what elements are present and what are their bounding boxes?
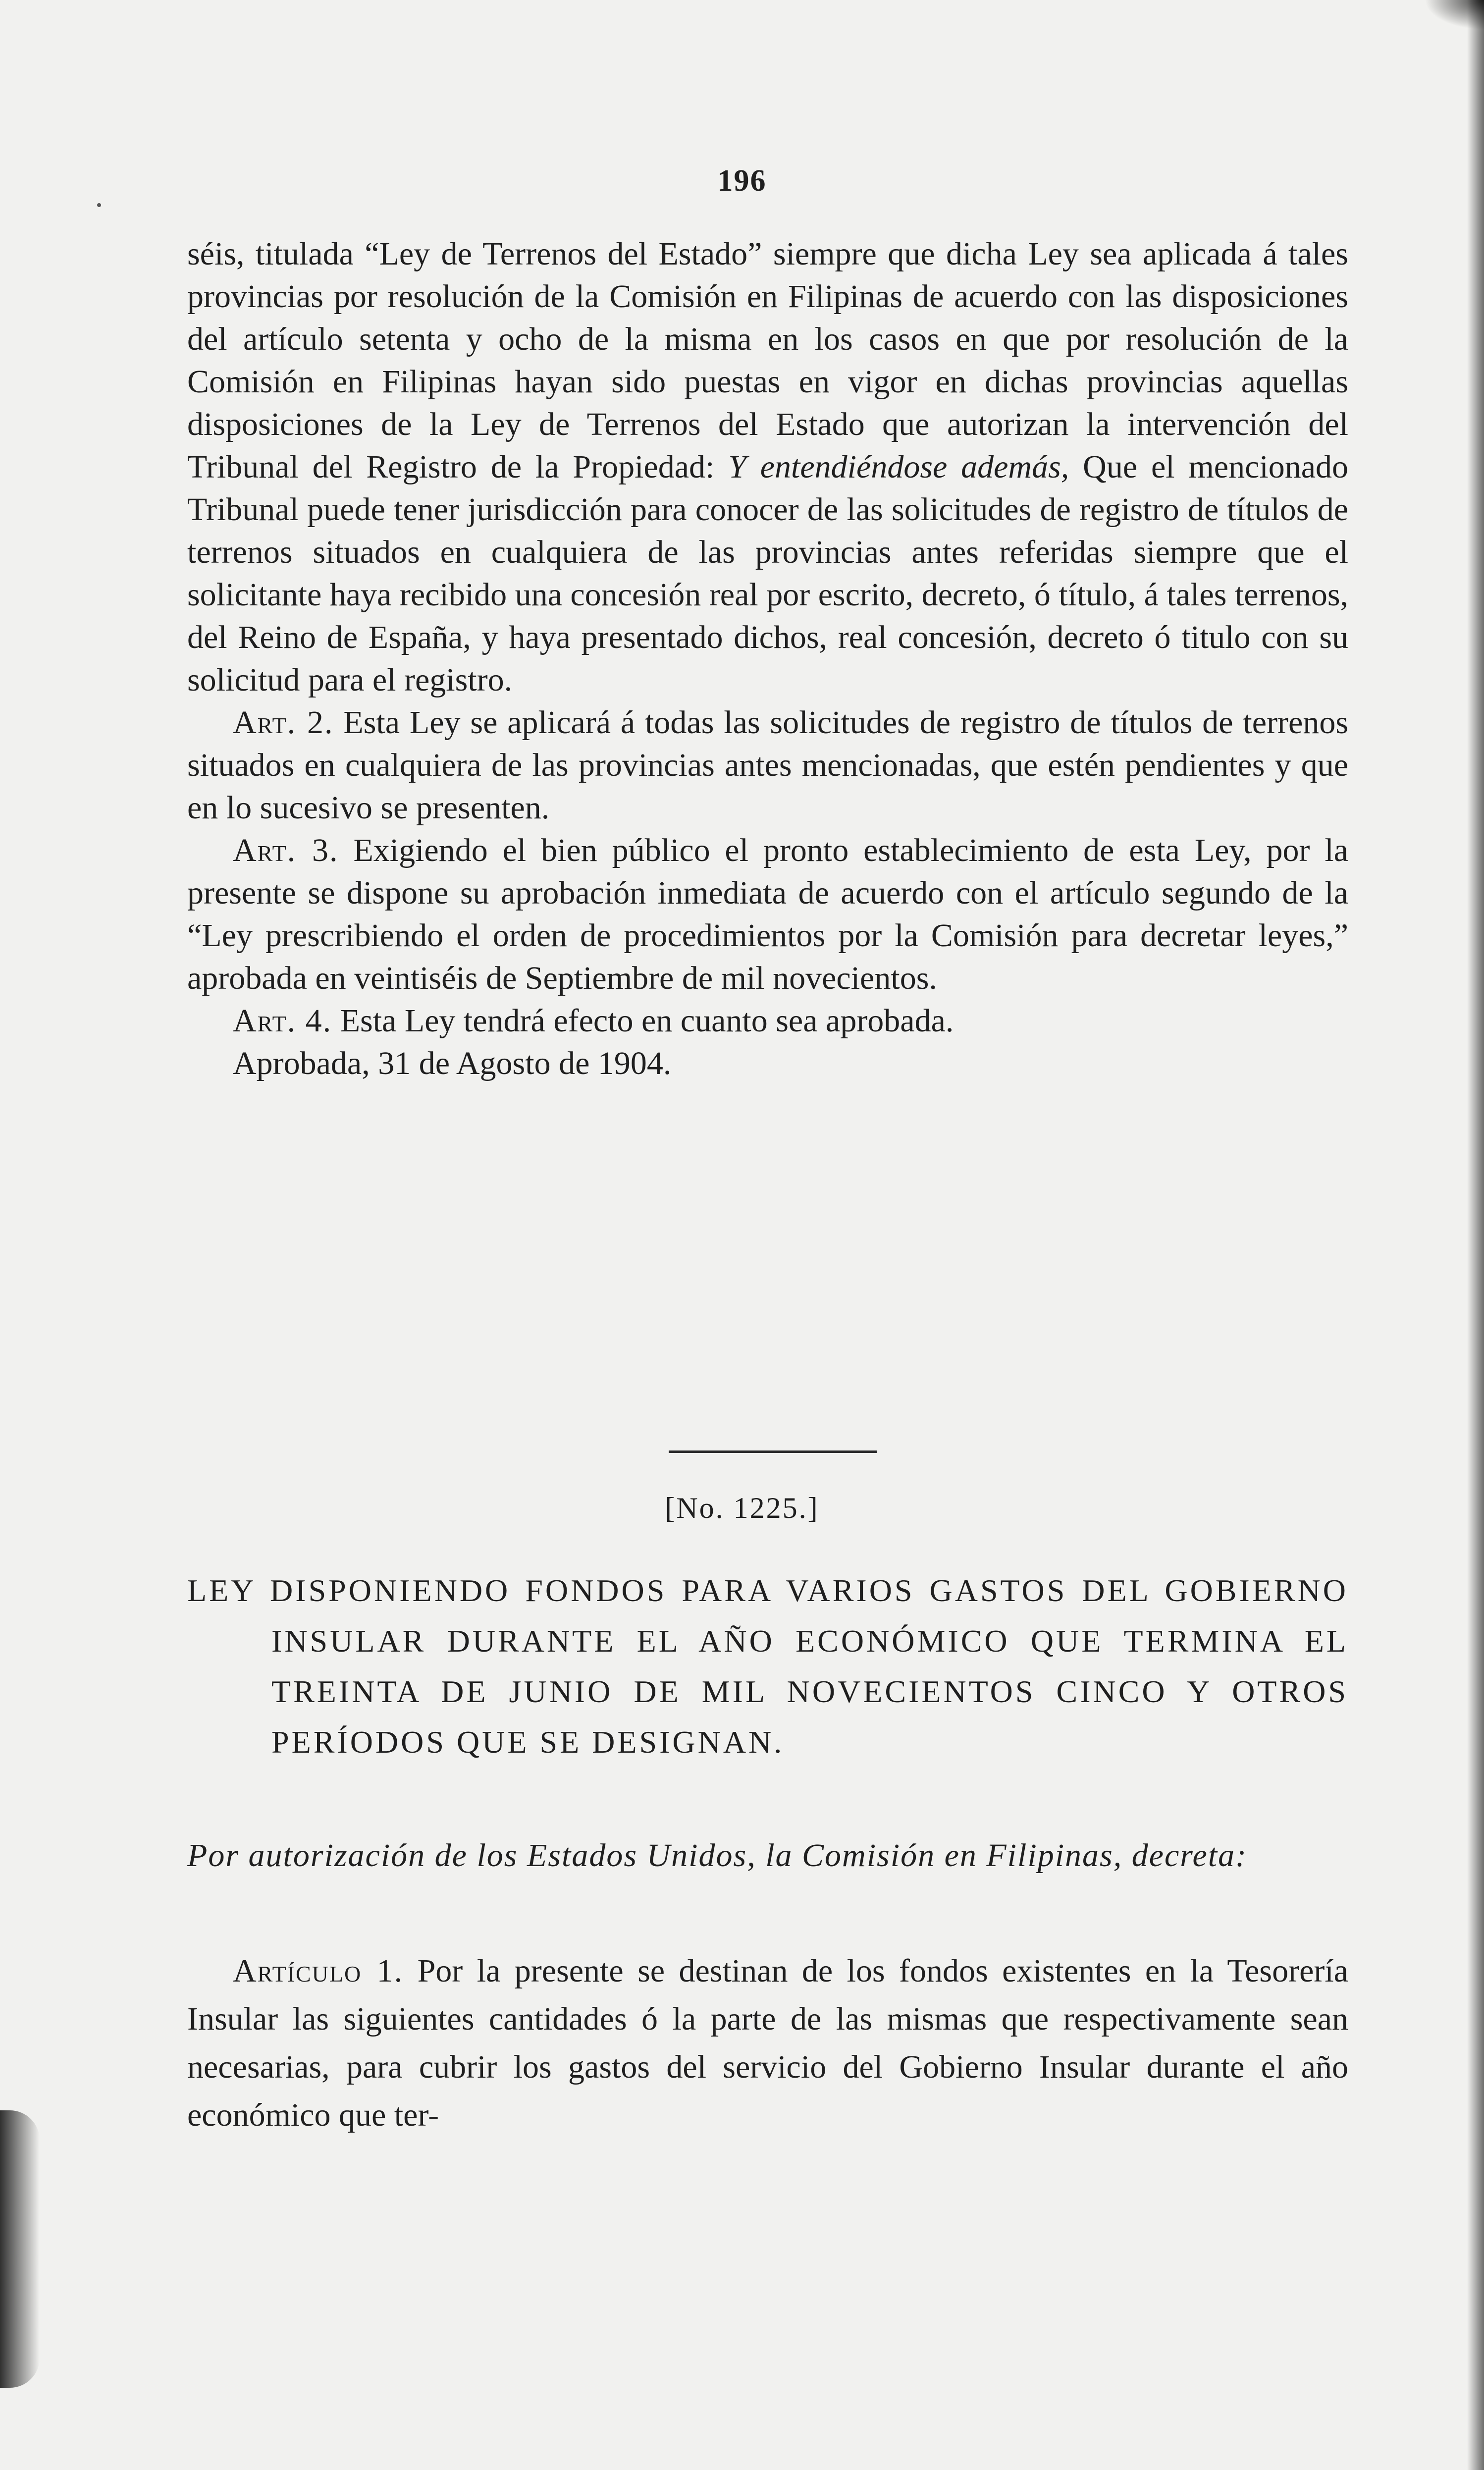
proviso-phrase: Y entendiéndose además, — [728, 449, 1069, 485]
law-title: LEY DISPONIENDO FONDOS PARA VARIOS GASTOS DEL GOBIERNO INSULAR DURANTE EL AÑO ECONÓMICO QUE TERMINA EL TREINTA DE JUNIO DE MIL NOVECIENTOS CINCO Y OTROS PERÍODOS QUE SE DESIGNAN. — [187, 1573, 1348, 1760]
article-2-text: Esta Ley se aplicará á todas las solicitudes de registro de títulos de terrenos situados en cualquiera de las provincias antes mencionadas, que estén pendientes y que en lo sucesivo se presenten. — [187, 704, 1349, 826]
approval-date: Aprobada, 31 de Agosto de 1904. — [233, 1045, 672, 1081]
article-4-label: Art. 4. — [233, 1003, 332, 1039]
scan-speck — [97, 203, 101, 207]
article-3-text: Exigiendo el bien público el pronto establecimiento de esta Ley, por la presente se dispone su aprobación inmediata de acuerdo con el artículo segundo de la “Ley prescribiendo el orden de procedimientos por la Comisión para decretar leyes,” aprobada en veintiséis de Septiembre de mil novecientos. — [187, 832, 1348, 996]
article-1 — [187, 1947, 1348, 2139]
section-divider — [669, 1450, 877, 1453]
article-4 — [187, 1000, 1348, 1042]
article-4-text: Esta Ley tendrá efecto en cuanto sea aprobada. — [340, 1003, 954, 1039]
page-edge-shadow — [1467, 0, 1484, 2470]
continued-paragraph-main: séis, titulada “Ley de Terrenos del Estado” siempre que dicha Ley sea aplicada á tales provincias por resolución de la Comisión en Filipinas de acuerdo con las disposiciones del artículo setenta y ocho de la misma en los casos en que por resolución de la Comisión en Filipinas hayan sido puestas en vigor en dichas provincias aquellas disposiciones de la Ley de Terrenos del Estado que autorizan la intervención del Tribunal del Registro de la Propiedad: — [187, 236, 1348, 485]
article-2-label: Art. 2. — [233, 704, 334, 741]
law-number: [No. 1225.] — [665, 1492, 819, 1524]
page-number: 196 — [717, 164, 767, 198]
article-3-label: Art. 3. — [233, 832, 339, 868]
page-corner-shadow — [1425, 0, 1484, 30]
article-1-label: Artículo 1. — [233, 1953, 404, 1989]
binding-shadow — [0, 2110, 40, 2388]
article-1-text: Por la presente se destinan de los fondos existentes en la Tesorería Insular las siguientes cantidades ó la parte de las mismas que respectivamente sean necesarias, para cubrir los gastos del servicio del Gobierno Insular durante el año económico que ter- — [187, 1953, 1349, 2133]
article-3 — [187, 829, 1348, 1000]
continued-paragraph — [187, 233, 1348, 701]
enacting-clause: Por autorización de los Estados Unidos, la Comisión en Filipinas, decreta: — [187, 1837, 1248, 1874]
proviso-text: Que el mencionado Tribunal puede tener jurisdicción para conocer de las solicitudes de registro de títulos de terrenos situados en cualquiera de las provincias antes referidas siempre que el solicitante haya recibido una concesión real por escrito, decreto, ó título, á tales terrenos, del Reino de España, y haya presentado dichos, real concesión, decreto ó titulo con su solicitud para el registro. — [187, 449, 1348, 698]
article-2 — [187, 701, 1348, 829]
body-text — [187, 233, 1348, 1085]
